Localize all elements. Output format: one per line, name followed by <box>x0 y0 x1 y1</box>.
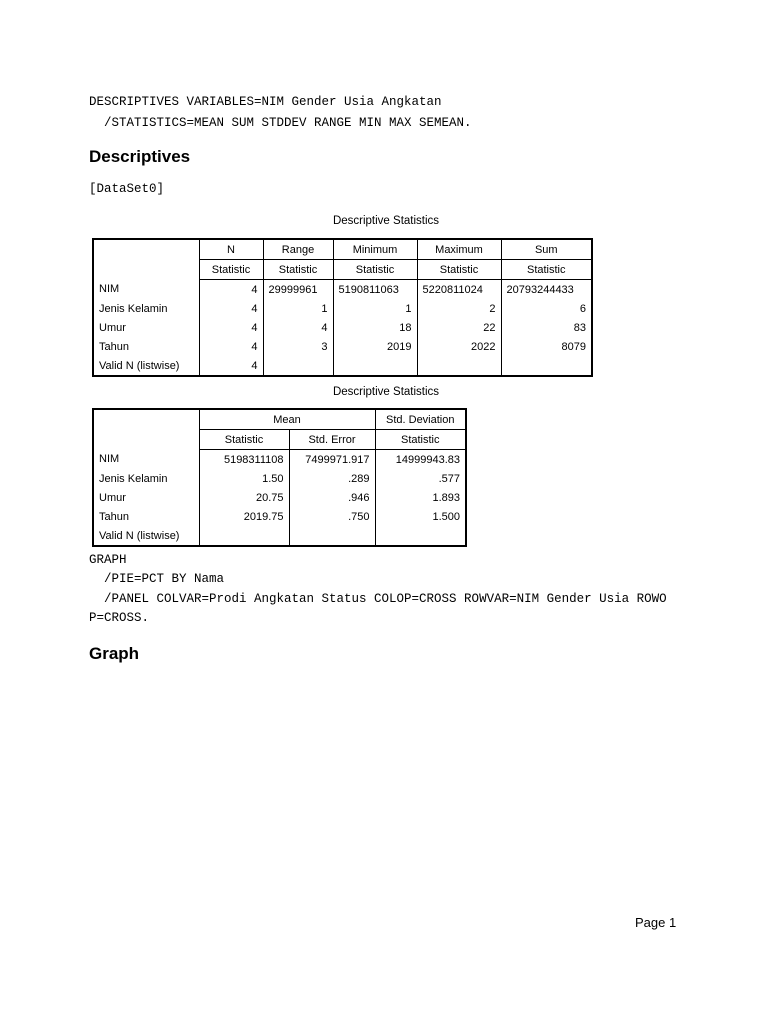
table-cell: 20.75 <box>199 488 289 507</box>
row-label: Valid N (listwise) <box>93 356 199 376</box>
column-header: N <box>199 239 263 260</box>
table-cell <box>501 356 592 376</box>
column-header: Maximum <box>417 239 501 260</box>
table-row <box>93 337 592 356</box>
table-cell: .750 <box>289 507 375 526</box>
syntax-line: /PIE=PCT BY Nama <box>89 572 225 586</box>
table-row <box>93 488 466 507</box>
column-header: Sum <box>501 239 592 260</box>
heading-graph: Graph <box>89 644 140 663</box>
heading-descriptives: Descriptives <box>89 147 191 166</box>
table-row <box>93 450 466 470</box>
table-cell: 4 <box>199 318 263 337</box>
column-subheader: Statistic <box>375 430 466 450</box>
table-cell: 2019.75 <box>199 507 289 526</box>
table-cell <box>199 526 289 546</box>
row-label: NIM <box>93 450 199 470</box>
row-label: Tahun <box>93 337 199 356</box>
table-row <box>93 356 592 376</box>
table-cell: 5198311108 <box>199 450 289 470</box>
syntax-line: GRAPH <box>89 553 127 567</box>
page-number: Page 1 <box>635 915 677 930</box>
table-cell <box>417 356 501 376</box>
syntax-line: DESCRIPTIVES VARIABLES=NIM Gender Usia Angkatan <box>89 95 442 109</box>
row-label: Umur <box>93 318 199 337</box>
column-header: Range <box>263 239 333 260</box>
table-cell <box>375 526 466 546</box>
table-cell: 2 <box>417 299 501 318</box>
column-header: Mean <box>199 409 375 430</box>
table-cell: 2022 <box>417 337 501 356</box>
syntax-line: /PANEL COLVAR=Prodi Angkatan Status COLOP=CROSS ROWVAR=NIM Gender Usia ROWO <box>89 592 667 606</box>
table-row <box>93 318 592 337</box>
descriptive-statistics-table-2 <box>92 408 467 547</box>
table-cell: .946 <box>289 488 375 507</box>
table1-caption: Descriptive Statistics <box>332 215 440 227</box>
table-cell: 2019 <box>333 337 417 356</box>
table-cell: 1.500 <box>375 507 466 526</box>
table-row <box>93 299 592 318</box>
syntax-line: P=CROSS. <box>89 611 150 625</box>
table-corner <box>93 409 199 450</box>
table-cell: 7499971.917 <box>289 450 375 470</box>
dataset-label: [DataSet0] <box>89 182 165 196</box>
table-cell: 1.50 <box>199 469 289 488</box>
table-cell <box>289 526 375 546</box>
table-cell: 5190811063 <box>333 280 417 300</box>
table-cell: 22 <box>417 318 501 337</box>
table-cell: 1.893 <box>375 488 466 507</box>
table-cell: 8079 <box>501 337 592 356</box>
table-cell: 14999943.83 <box>375 450 466 470</box>
table-cell: 4 <box>199 299 263 318</box>
table-cell: 29999961 <box>263 280 333 300</box>
table-cell: 4 <box>199 356 263 376</box>
row-label: Valid N (listwise) <box>93 526 199 546</box>
row-label: Umur <box>93 488 199 507</box>
descriptive-statistics-table-1 <box>92 238 593 377</box>
table-row <box>93 507 466 526</box>
table-corner <box>93 239 199 280</box>
table-cell: 5220811024 <box>417 280 501 300</box>
table-cell: 4 <box>199 337 263 356</box>
column-subheader: Statistic <box>501 260 592 280</box>
table-cell: 4 <box>263 318 333 337</box>
table-cell: 83 <box>501 318 592 337</box>
table-cell: 18 <box>333 318 417 337</box>
syntax-line: /STATISTICS=MEAN SUM STDDEV RANGE MIN MAX SEMEAN. <box>89 116 472 130</box>
column-subheader: Statistic <box>333 260 417 280</box>
column-subheader: Statistic <box>263 260 333 280</box>
column-header: Std. Deviation <box>375 409 466 430</box>
table-cell <box>333 356 417 376</box>
table-row <box>93 469 466 488</box>
row-label: NIM <box>93 280 199 300</box>
table-cell: .577 <box>375 469 466 488</box>
table-cell: 3 <box>263 337 333 356</box>
column-subheader: Statistic <box>417 260 501 280</box>
table-cell <box>263 356 333 376</box>
row-label: Jenis Kelamin <box>93 469 199 488</box>
column-subheader: Std. Error <box>289 430 375 450</box>
table-cell: 6 <box>501 299 592 318</box>
row-label: Jenis Kelamin <box>93 299 199 318</box>
table-cell: .289 <box>289 469 375 488</box>
table-cell: 1 <box>263 299 333 318</box>
table-row <box>93 280 592 300</box>
table-cell: 4 <box>199 280 263 300</box>
row-label: Tahun <box>93 507 199 526</box>
table2-caption: Descriptive Statistics <box>332 386 440 398</box>
column-header: Minimum <box>333 239 417 260</box>
column-subheader: Statistic <box>199 430 289 450</box>
table-cell: 20793244433 <box>501 280 592 300</box>
table-row <box>93 526 466 546</box>
column-subheader: Statistic <box>199 260 263 280</box>
table-cell: 1 <box>333 299 417 318</box>
